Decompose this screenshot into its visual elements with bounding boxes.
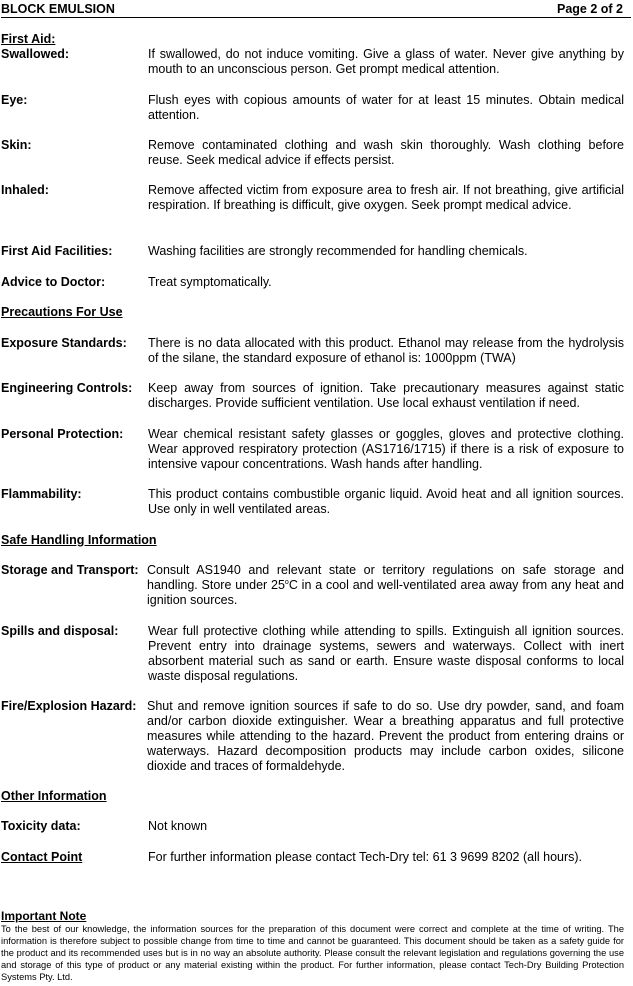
row-text bbox=[147, 563, 624, 608]
row-label: Contact Point bbox=[1, 850, 83, 864]
section-heading-first-aid: First Aid: bbox=[1, 32, 56, 46]
row-text: If swallowed, do not induce vomiting. Give a glass of water. Never give anything by mouth to an unconscious person. Get prompt medical attention. bbox=[148, 47, 624, 76]
important-note-heading: Important Note bbox=[1, 909, 87, 923]
row-text: Shut and remove ignition sources if safe to do so. Use dry powder, sand, and foam and/or carbon dioxide extinguisher. Wear a breathing apparatus and full protective measures while attending to the hazard. Prevent the product from entering drains or waterways. Hazard decomposition products may include carbon oxides, silicone dioxide and traces of formaldehyde. bbox=[147, 699, 624, 773]
row-text: Treat symptomatically. bbox=[148, 275, 272, 289]
section-heading-safe-handling: Safe Handling Information bbox=[1, 533, 157, 547]
row-label: Skin: bbox=[1, 138, 32, 152]
row-label: Inhaled: bbox=[1, 183, 49, 197]
row-label: Swallowed: bbox=[1, 47, 70, 61]
row-text: Wear full protective clothing while attending to spills. Extinguish all ignition sources. Prevent entry into drainage systems, sewers and waterways. Collect with inert absorbent material such as sand or earth. Ensure waste disposal conforms to local waste disposal regulations. bbox=[148, 624, 624, 683]
degree-superscript: o bbox=[284, 578, 289, 586]
document-title: BLOCK EMULSION bbox=[1, 2, 115, 16]
row-text: For further information please contact Tech-Dry tel: 61 3 9699 8202 (all hours). bbox=[148, 850, 583, 864]
row-label: Exposure Standards: bbox=[1, 336, 127, 350]
row-label: Toxicity data: bbox=[1, 819, 81, 833]
row-text: Keep away from sources of ignition. Take precautionary measures against static discharges. Provide sufficient ventilation. Use local exhaust ventilation if need. bbox=[148, 381, 624, 410]
row-text: This product contains combustible organic liquid. Avoid heat and all ignition sources. Use only in well ventilated areas. bbox=[148, 487, 624, 516]
row-label: Fire/Explosion Hazard: bbox=[1, 699, 137, 713]
section-heading-other-information: Other Information bbox=[1, 789, 107, 803]
row-text: Washing facilities are strongly recommended for handling chemicals. bbox=[148, 244, 528, 258]
row-label: Engineering Controls: bbox=[1, 381, 133, 395]
row-label: First Aid Facilities: bbox=[1, 244, 113, 258]
row-label: Spills and disposal: bbox=[1, 624, 119, 638]
row-text: Not known bbox=[148, 819, 208, 833]
row-text: Remove affected victim from exposure area to fresh air. If not breathing, give artificial respiration. If breathing is difficult, give oxygen. Seek prompt medical advice. bbox=[148, 183, 624, 212]
row-label: Eye: bbox=[1, 93, 28, 107]
page-number: Page 2 of 2 bbox=[557, 2, 623, 16]
row-label: Storage and Transport: bbox=[1, 563, 139, 577]
section-heading-precautions: Precautions For Use bbox=[1, 305, 123, 319]
important-note-text: To the best of our knowledge, the information sources for the preparation of this document were correct and complete at the time of writing. The information is therefore subject to possible change from time to time and cannot be guaranteed. This document should be taken as a safety guide for the product and its recommended uses but is in no way an absolute authority. Please consult the relevant legislation and regulations governing the use and storage of this type of product or any material existing within the product. For further information, please contact Tech-Dry Building Protection Systems Pty. Ltd. bbox=[1, 924, 624, 982]
row-label: Personal Protection: bbox=[1, 427, 124, 441]
row-text: Wear chemical resistant safety glasses or goggles, gloves and protective clothing. Wear approved respiratory protection (AS1716/1715) if there is a risk of exposure to intensive vapour concentrations. Wash hands after handling. bbox=[148, 427, 624, 471]
row-label: Flammability: bbox=[1, 487, 82, 501]
row-text: Remove contaminated clothing and wash skin thoroughly. Wash clothing before reuse. Seek medical advice if effects persist. bbox=[148, 138, 624, 167]
storage-text-part-1: Consult AS1940 and relevant state or territory regulations on safe storage and handling. Store under 25 bbox=[147, 563, 624, 592]
row-label: Advice to Doctor: bbox=[1, 275, 106, 289]
row-text: There is no data allocated with this product. Ethanol may release from the hydrolysis of the silane, the standard exposure of ethanol is: 1000ppm (TWA) bbox=[148, 336, 624, 365]
row-text: Flush eyes with copious amounts of water for at least 15 minutes. Obtain medical attention. bbox=[148, 93, 624, 122]
storage-text-part-2: C in a cool and well-ventilated area away from any heat and ignition sources. bbox=[147, 578, 624, 607]
page-header bbox=[1, 2, 631, 18]
